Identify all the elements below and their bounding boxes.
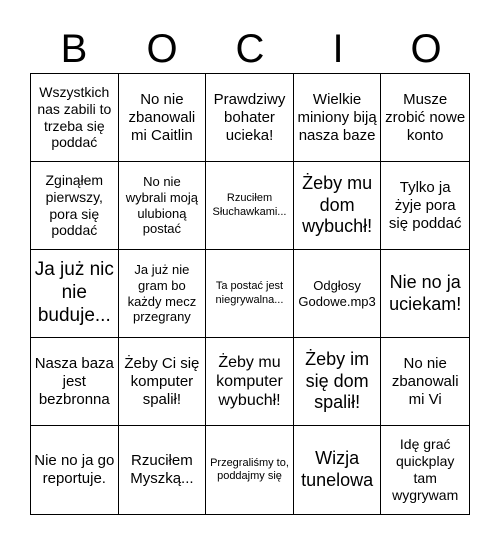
bingo-cell-r2c3[interactable]: Rzuciłem Słuchawkami... <box>206 162 294 250</box>
bingo-cell-r2c1[interactable]: Zginąłem pierwszy, pora się poddać <box>31 162 119 250</box>
bingo-cell-r4c2[interactable]: Żeby Ci się komputer spalił! <box>119 338 207 426</box>
header-letter-o-2: O <box>410 27 442 71</box>
bingo-header <box>30 25 470 73</box>
bingo-cell-r3c3[interactable]: Ta postać jest niegrywalna... <box>206 250 294 338</box>
bingo-cell-r5c2[interactable]: Rzuciłem Myszką... <box>119 426 207 514</box>
bingo-cell-r5c4[interactable]: Wizja tunelowa <box>294 426 382 514</box>
bingo-cell-r1c4[interactable]: Wielkie miniony biją nasza baze <box>294 74 382 162</box>
bingo-cell-r3c2[interactable]: Ja już nie gram bo każdy mecz przegrany <box>119 250 207 338</box>
bingo-cell-r4c1[interactable]: Nasza baza jest bezbronna <box>31 338 119 426</box>
bingo-cell-r3c4[interactable]: Odgłosy Godowe.mp3 <box>294 250 382 338</box>
bingo-board <box>30 73 470 515</box>
bingo-cell-r2c2[interactable]: No nie wybrali moją ulubioną postać <box>119 162 207 250</box>
bingo-cell-r3c1[interactable]: Ja już nic nie buduje... <box>31 250 119 338</box>
header-letter-b: B <box>60 27 88 71</box>
header-letter-i: I <box>332 27 344 71</box>
bingo-cell-r4c5[interactable]: No nie zbanowali mi Vi <box>381 338 469 426</box>
bingo-cell-r1c2[interactable]: No nie zbanowali mi Caitlin <box>119 74 207 162</box>
header-letter-o: O <box>146 27 178 71</box>
bingo-cell-r4c3[interactable]: Żeby mu komputer wybuchł! <box>206 338 294 426</box>
bingo-cell-r5c1[interactable]: Nie no ja go reportuje. <box>31 426 119 514</box>
bingo-cell-r1c5[interactable]: Musze zrobić nowe konto <box>381 74 469 162</box>
bingo-cell-r2c4[interactable]: Żeby mu dom wybuchł! <box>294 162 382 250</box>
bingo-cell-r3c5[interactable]: Nie no ja uciekam! <box>381 250 469 338</box>
bingo-cell-r5c5[interactable]: Idę grać quickplay tam wygrywam <box>392 436 459 503</box>
bingo-cell-r1c3[interactable]: Prawdziwy bohater ucieka! <box>206 74 294 162</box>
bingo-cell-r2c5[interactable]: Tylko ja żyje pora się poddać <box>381 162 469 250</box>
bingo-cell-r1c1[interactable]: Wszystkich nas zabili to trzeba się poddać <box>31 74 119 162</box>
header-letter-c: C <box>235 27 265 71</box>
bingo-cell-r5c3[interactable]: Przegraliśmy to, poddajmy się <box>206 426 294 514</box>
bingo-cell-r4c4[interactable]: Żeby im się dom spalił! <box>294 338 382 426</box>
